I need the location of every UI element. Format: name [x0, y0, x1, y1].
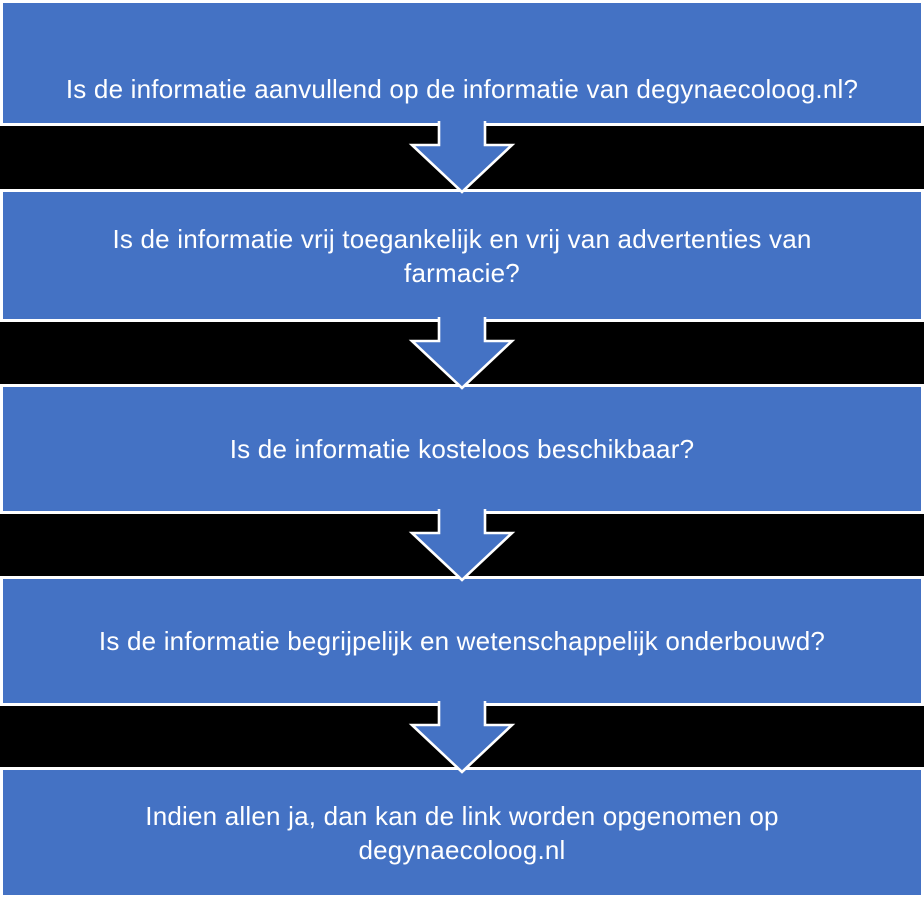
flow-step-4 [0, 576, 924, 706]
flow-step-5-text-line-1: Indien allen ja, dan kan de link worden opgenomen op [145, 800, 779, 831]
down-arrow-shape [412, 121, 512, 192]
flow-step-5-text-line-2: degynaecoloog.nl [358, 834, 566, 865]
down-arrow-shape [412, 509, 512, 580]
down-arrow-icon [406, 317, 518, 393]
flow-step-2 [0, 189, 924, 322]
flow-connector-4 [0, 706, 924, 767]
flow-connector-1 [0, 126, 924, 189]
down-arrow-icon [406, 509, 518, 585]
flow-connector-2 [0, 322, 924, 384]
flow-step-3 [0, 384, 924, 514]
flow-step-1 [0, 0, 924, 126]
down-arrow-shape [412, 317, 512, 388]
flow-step-3-text: Is de informatie kosteloos beschikbaar? [229, 434, 695, 464]
flow-step-2-text-line-1: Is de informatie vrij toegankelijk en vrij van advertenties van [112, 223, 812, 254]
flow-step-1-text: Is de informatie aanvullend op de informatie van degynaecoloog.nl? [65, 74, 859, 104]
flow-step-4-text: Is de informatie begrijpelijk en wetenschappelijk onderbouwd? [98, 626, 826, 656]
flow-connector-3 [0, 514, 924, 576]
down-arrow-icon [406, 121, 518, 197]
down-arrow-shape [412, 701, 512, 772]
down-arrow-icon [406, 701, 518, 777]
flow-step-2-text-line-2: farmacie? [404, 257, 520, 288]
flow-step-5 [0, 767, 924, 898]
